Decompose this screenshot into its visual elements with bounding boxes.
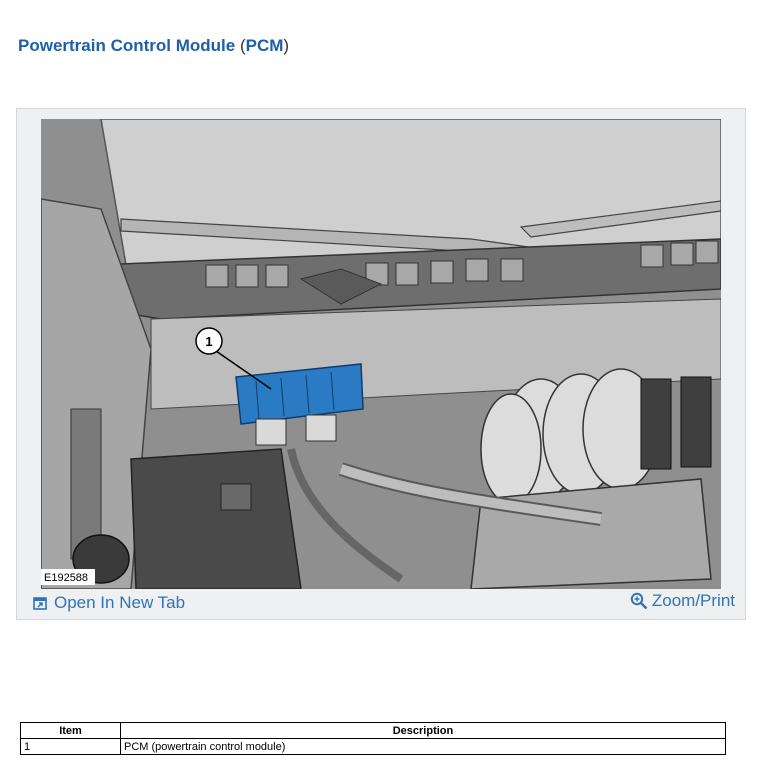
cell-item: 1 (21, 739, 121, 755)
header-item: Item (21, 723, 121, 739)
title-abbrev: PCM (245, 36, 284, 55)
zoom-print-label: Zoom/Print (651, 591, 735, 610)
image-code-label: E192588 (44, 572, 89, 584)
title-paren-open: ( (239, 36, 246, 55)
zoom-print-link[interactable] (630, 591, 735, 611)
item-description-table (20, 722, 726, 755)
magnifier-icon (630, 592, 648, 610)
callout-number: 1 (205, 334, 213, 349)
open-new-tab-link[interactable] (33, 593, 185, 613)
open-new-tab-label: Open In New Tab (54, 593, 186, 612)
cell-description: PCM (powertrain control module) (121, 739, 726, 755)
table-header-row (21, 723, 726, 739)
engine-bay-drawing (41, 119, 721, 589)
figure-toolbar (17, 589, 745, 619)
title-paren-close: ) (283, 36, 290, 55)
page-title (18, 36, 289, 56)
engine-bay-illustration[interactable] (41, 119, 721, 589)
open-new-tab-icon (33, 596, 48, 611)
header-description: Description (121, 723, 726, 739)
title-main: Powertrain Control Module (18, 36, 236, 55)
figure-frame (16, 108, 746, 620)
table-row (21, 739, 726, 755)
